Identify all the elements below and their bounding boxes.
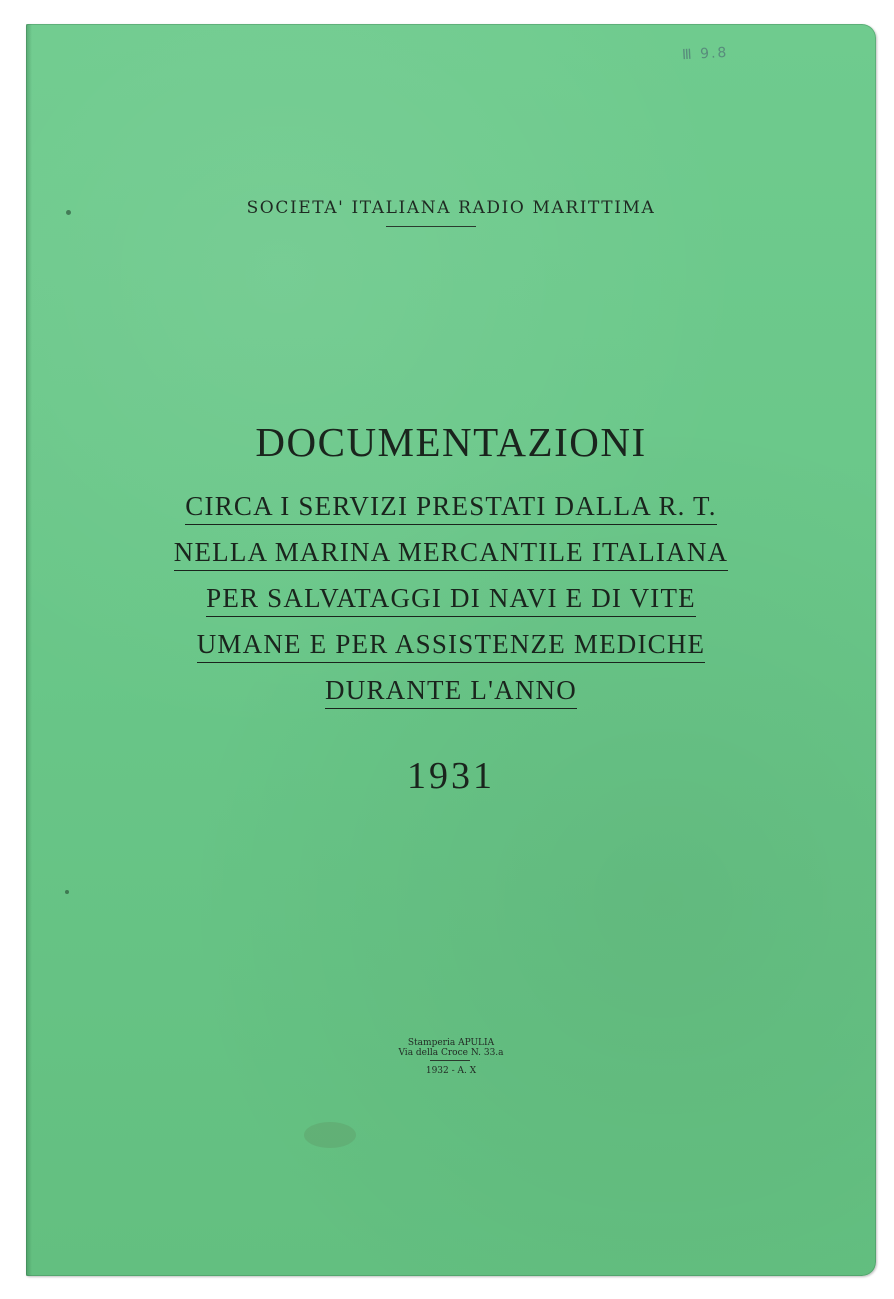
subtitle-line-text: NELLA MARINA MERCANTILE ITALIANA [174,536,728,571]
subtitle-line-text: CIRCA I SERVIZI PRESTATI DALLA R. T. [185,490,716,525]
subtitle-line-text: UMANE E PER ASSISTENZE MEDICHE [197,628,706,663]
paper-stain [304,1122,356,1148]
subtitle-line [26,536,876,571]
subtitle-line [26,490,876,525]
subtitle-line-text: DURANTE L'ANNO [325,674,577,709]
imprint-printer: Stamperia APULIA [407,1038,495,1048]
subtitle-line-text: PER SALVATAGGI DI NAVI E DI VITE [206,582,696,617]
year: 1931 [407,755,495,797]
handwritten-note: Ⅲ 9.8 [681,44,729,64]
subtitle-line [26,628,876,663]
ink-speck [65,890,69,894]
subtitle-line [26,582,876,617]
publisher-name: SOCIETA' ITALIANA RADIO MARITTIMA [246,198,656,218]
imprint-divider [430,1060,470,1061]
subtitle-line [26,674,876,709]
imprint-date: 1932 - A. X [425,1066,477,1076]
publisher-divider [386,226,476,227]
document-cover [26,24,876,1276]
document-title: DOCUMENTAZIONI [255,419,647,465]
imprint-address: Via della Croce N. 33.a [398,1048,504,1058]
